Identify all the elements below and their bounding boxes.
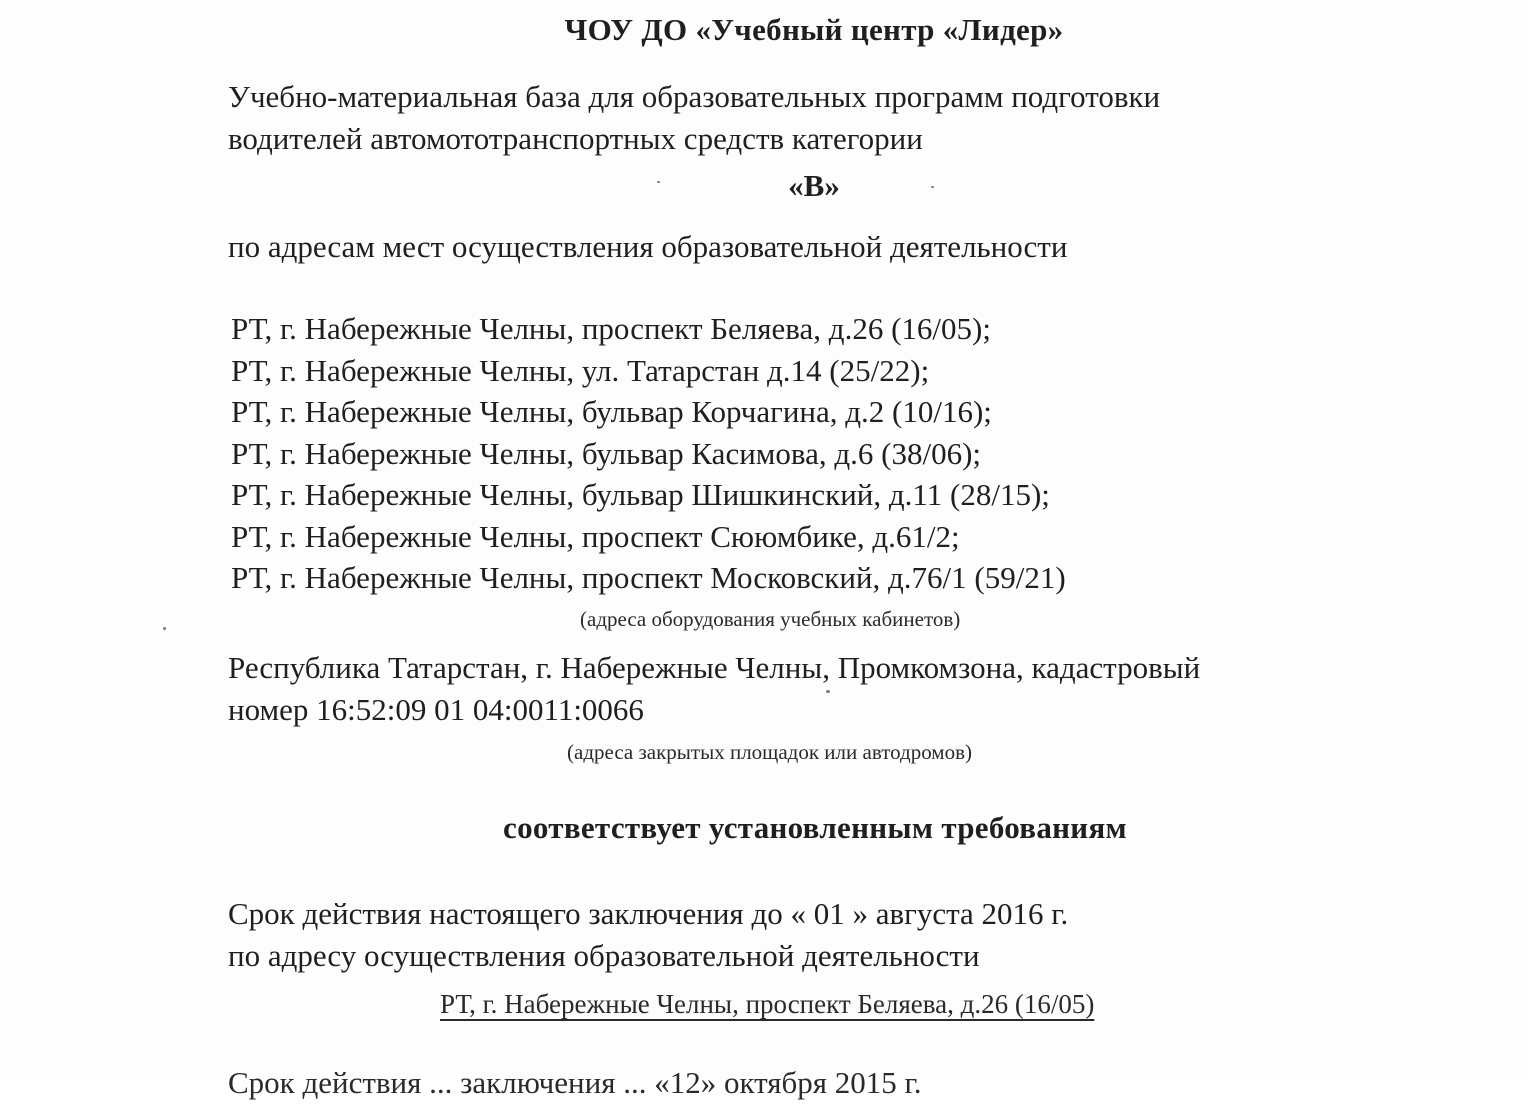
address-item: РТ, г. Набережные Челны, проспект Сююмбике, д.61/2; xyxy=(231,518,960,554)
scan-speck xyxy=(163,627,166,630)
conclusion-heading: соответствует установленным требованиям xyxy=(503,810,1127,845)
autodrome-line-2: номер 16:52:09 01 04:0011:0066 xyxy=(228,692,644,727)
address-item: РТ, г. Набережные Челны, бульвар Касимова, д.6 (38/06); xyxy=(231,435,982,471)
classrooms-note: (адреса оборудования учебных кабинетов) xyxy=(580,607,961,631)
footer-cutoff-line: Срок действия ... заключения ... «12» октября 2015 г. xyxy=(228,1065,922,1100)
intro-line-2: водителей автомототранспортных средств категории xyxy=(228,121,923,156)
organization-title xyxy=(0,12,1528,48)
scan-speck xyxy=(826,690,830,693)
address-item: РТ, г. Набережные Челны, бульвар Шишкинский, д.11 (28/15); xyxy=(231,477,1050,512)
organization-title-text: ЧОУ ДО «Учебный центр «Лидер» xyxy=(564,12,1064,47)
validity-line-2: по адресу осуществления образовательной деятельности xyxy=(228,938,980,973)
address-item: РТ, г. Набережные Челны, бульвар Корчагина, д.2 (10/16); xyxy=(231,394,992,429)
scan-speck xyxy=(657,181,660,183)
intro-line-1: Учебно-материальная база для образовательных программ подготовки xyxy=(228,79,1161,114)
address-list xyxy=(231,308,1066,599)
category-label: «В» xyxy=(788,168,840,203)
address-item: РТ, г. Набережные Челны, проспект Беляева, д.26 (16/05); xyxy=(231,311,991,346)
intro-line-3: по адресам мест осуществления образовательной деятельности xyxy=(228,229,1068,264)
validity-address: РТ, г. Набережные Челны, проспект Беляева, д.26 (16/05) xyxy=(440,989,1095,1019)
address-item: РТ, г. Набережные Челны, ул. Татарстан д.14 (25/22); xyxy=(231,352,930,388)
validity-line-1: Срок действия настоящего заключения до « 01 » августа 2016 г. xyxy=(228,896,1069,931)
address-item: РТ, г. Набережные Челны, проспект Московский, д.76/1 (59/21) xyxy=(231,560,1066,595)
autodrome-line-1: Республика Татарстан, г. Набережные Челны, Промкомзона, кадастровый xyxy=(228,650,1201,685)
scan-speck xyxy=(931,186,934,188)
autodrome-note: (адреса закрытых площадок или автодромов) xyxy=(567,740,972,764)
